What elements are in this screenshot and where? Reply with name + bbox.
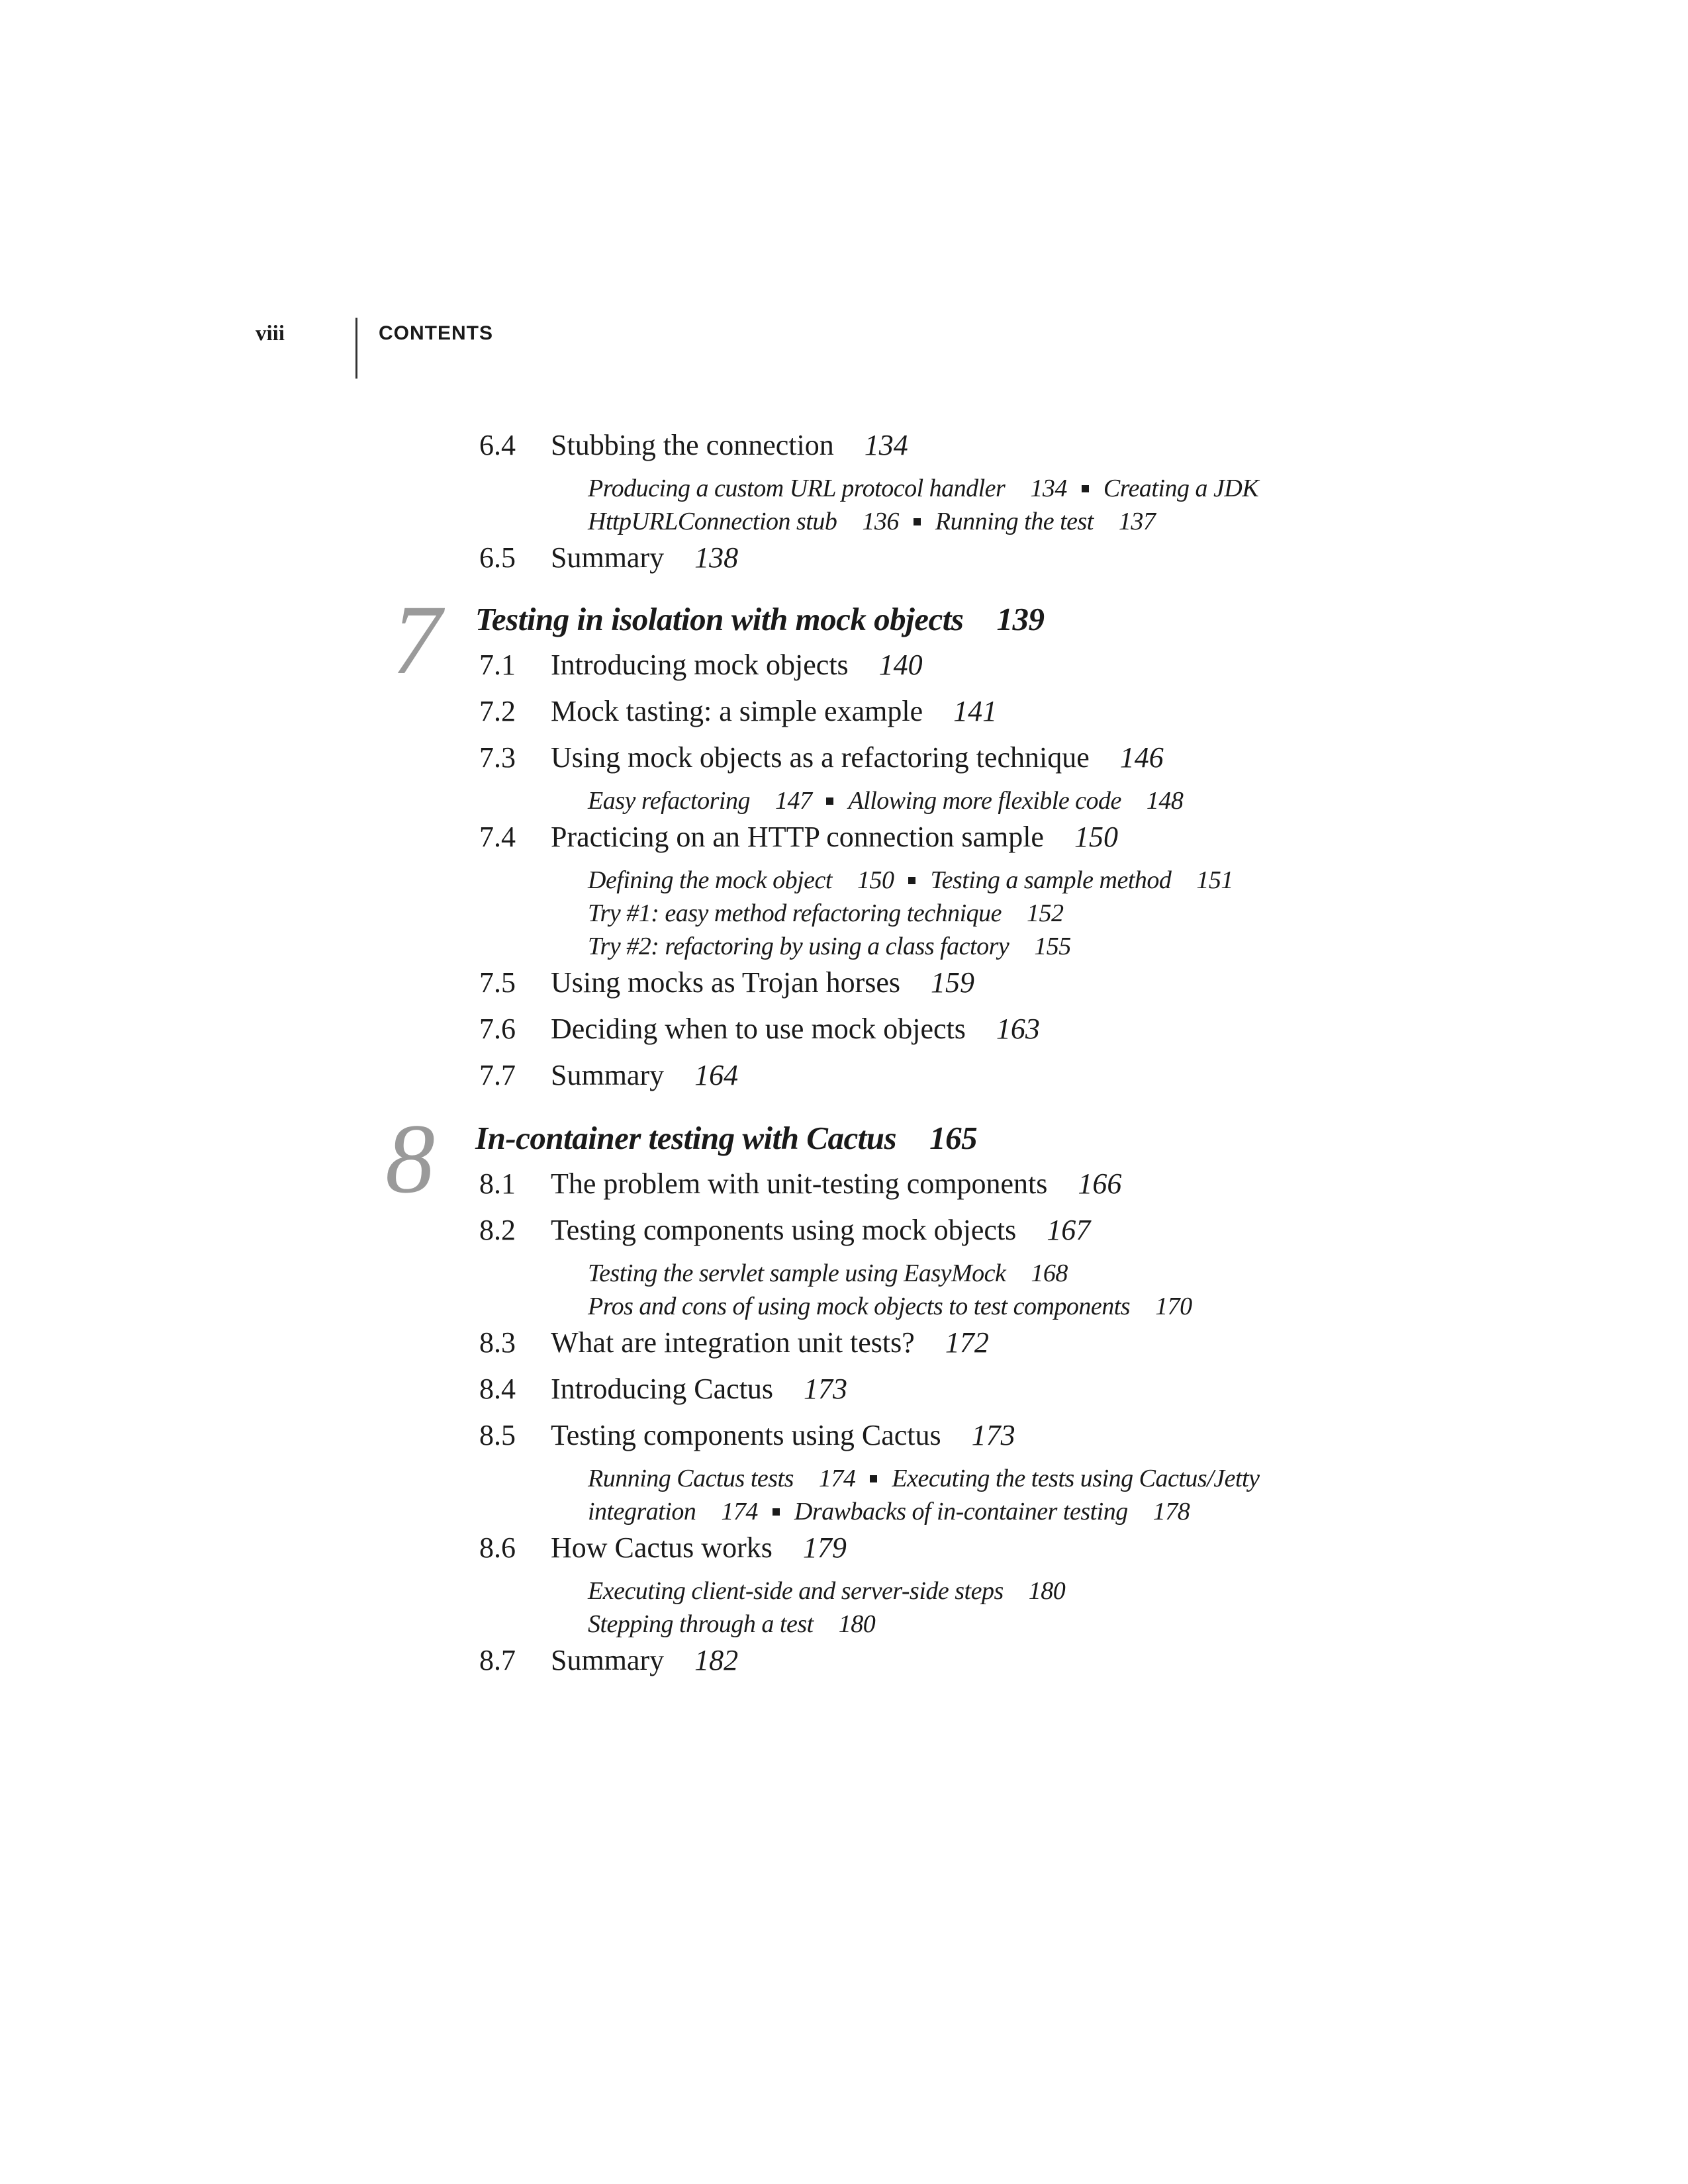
section-number: 7.1 [479,649,516,681]
chapter-title-7[interactable] [475,601,1044,638]
toc-subentries-6-4-line2 [588,507,1155,536]
toc-subentries-7-3 [588,786,1183,815]
section-title: Stubbing the connection [551,429,834,461]
toc-subentries-8-6-line2 [588,1610,875,1639]
toc-subentries-8-5-line1 [588,1464,1259,1493]
bullet-separator [773,1508,780,1516]
section-page: 134 [864,429,908,461]
section-number: 8.5 [479,1419,516,1451]
section-page: 173 [971,1419,1015,1451]
toc-subentries-8-5-line2 [588,1497,1190,1526]
subsection-page: 137 [1118,508,1156,535]
section-number: 8.6 [479,1531,516,1564]
section-number: 7.6 [479,1013,516,1045]
subsection-page: 170 [1155,1293,1192,1320]
section-title: Summary [551,541,665,574]
section-number: 7.7 [479,1059,516,1091]
section-number: 7.3 [479,741,516,774]
section-title: The problem with unit-testing components [551,1167,1048,1200]
section-page: 173 [804,1373,848,1405]
section-number: 6.4 [479,429,516,461]
section-page: 167 [1047,1214,1091,1246]
header-rule [355,318,357,379]
chapter-page: 165 [929,1120,978,1156]
section-page: 172 [945,1326,989,1359]
subsection-title[interactable]: Producing a custom URL protocol handler [588,475,1006,502]
subsection-title[interactable]: integration [588,1498,696,1525]
subsection-title[interactable]: Running the test [935,508,1094,535]
subsection-title[interactable]: Drawbacks of in-container testing [794,1498,1128,1525]
section-title: What are integration unit tests? [551,1326,915,1359]
subsection-title[interactable]: Defining the mock object [588,866,832,894]
subsection-title[interactable]: Executing the tests using Cactus/Jetty [892,1465,1260,1492]
bullet-separator [908,877,915,884]
subsection-title[interactable]: Pros and cons of using mock objects to test components [588,1293,1131,1320]
section-page: 141 [953,695,998,727]
chapter-title-text: Testing in isolation with mock objects [475,601,964,637]
section-number: 8.1 [479,1167,516,1200]
toc-subentries-7-4-line3 [588,932,1071,961]
subsection-title[interactable]: HttpURLConnection stub [588,508,837,535]
section-title: Testing components using mock objects [551,1214,1017,1246]
subsection-page: 134 [1030,475,1067,502]
section-title: Using mock objects as a refactoring technique [551,741,1090,774]
section-number: 8.3 [479,1326,516,1359]
section-title: Deciding when to use mock objects [551,1013,966,1045]
subsection-title[interactable]: Executing client-side and server-side steps [588,1577,1004,1605]
section-title: Testing components using Cactus [551,1419,941,1451]
section-page: 164 [694,1059,739,1091]
section-page: 166 [1078,1167,1122,1200]
section-page: 140 [878,649,923,681]
chapter-number-7: 7 [392,585,442,695]
subsection-page: 136 [862,508,899,535]
subsection-title[interactable]: Allowing more flexible code [848,787,1121,815]
section-title: How Cactus works [551,1531,773,1564]
toc-subentries-8-6-line1 [588,1576,1065,1606]
section-number: 7.5 [479,966,516,999]
subsection-page: 178 [1152,1498,1190,1525]
subsection-page: 151 [1196,866,1233,894]
subsection-page: 180 [1028,1577,1066,1605]
section-title: Summary [551,1059,665,1091]
subsection-title[interactable]: Try #1: easy method refactoring technique [588,899,1002,927]
running-head: CONTENTS [379,322,493,344]
subsection-title[interactable]: Running Cactus tests [588,1465,794,1492]
subsection-title[interactable]: Testing a sample method [930,866,1172,894]
subsection-page: 168 [1031,1259,1068,1287]
chapter-number-8: 8 [385,1104,435,1214]
section-number: 8.2 [479,1214,516,1246]
toc-subentries-7-4-line1 [588,866,1233,895]
section-title: Practicing on an HTTP connection sample [551,821,1044,853]
bullet-separator [826,797,833,805]
subsection-page: 147 [774,787,812,815]
section-number: 8.7 [479,1644,516,1676]
section-page: 150 [1074,821,1118,853]
toc-subentries-8-2-line2 [588,1292,1192,1321]
section-title: Summary [551,1644,665,1676]
chapter-title-text: In-container testing with Cactus [475,1120,897,1156]
section-number: 7.4 [479,821,516,853]
section-number: 6.5 [479,541,516,574]
section-number: 7.2 [479,695,516,727]
page-header [0,0,1688,397]
section-title: Introducing mock objects [551,649,849,681]
subsection-page: 174 [818,1465,856,1492]
section-title: Introducing Cactus [551,1373,774,1405]
subsection-page: 152 [1027,899,1064,927]
toc-subentries-6-4-line1 [588,474,1258,503]
subsection-page: 148 [1146,787,1184,815]
section-page: 146 [1119,741,1164,774]
section-page: 159 [931,966,975,999]
subsection-title[interactable]: Stepping through a test [588,1610,814,1638]
chapter-title-8[interactable] [475,1120,977,1157]
bullet-separator [914,518,921,525]
subsection-page: 155 [1034,933,1071,960]
bullet-separator [1082,485,1089,492]
subsection-page: 150 [857,866,894,894]
section-page: 182 [694,1644,739,1676]
toc-subentries-8-2-line1 [588,1259,1068,1288]
subsection-title[interactable]: Try #2: refactoring by using a class factory [588,933,1009,960]
bullet-separator [870,1475,877,1482]
subsection-title[interactable]: Creating a JDK [1103,475,1259,502]
section-page: 179 [802,1531,847,1564]
page-number: viii [256,322,285,345]
subsection-page: 180 [838,1610,876,1638]
subsection-title[interactable]: Testing the servlet sample using EasyMock [588,1259,1006,1287]
section-number: 8.4 [479,1373,516,1405]
section-title: Mock tasting: a simple example [551,695,923,727]
section-title: Using mocks as Trojan horses [551,966,901,999]
subsection-page: 174 [721,1498,758,1525]
subsection-title[interactable]: Easy refactoring [588,787,750,815]
section-page: 138 [694,541,739,574]
section-page: 163 [996,1013,1040,1045]
toc-subentries-7-4-line2 [588,899,1064,928]
chapter-page: 139 [996,601,1045,637]
